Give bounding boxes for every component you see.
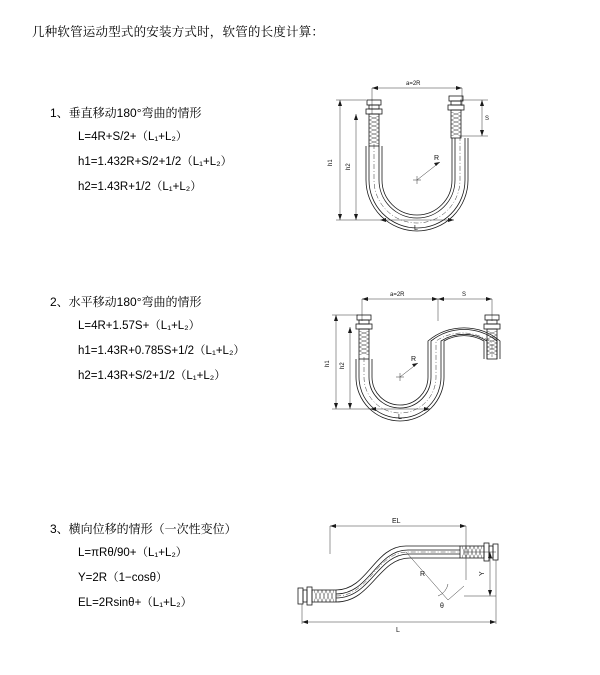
- dim-label-h2: h2: [340, 362, 346, 369]
- diagram-lateral-offset: [288, 504, 528, 644]
- dim-label-s: S: [462, 292, 467, 298]
- formula: h2=1.43R+S/2+1/2（L₁+L₂）: [78, 370, 226, 382]
- formula: L=πRθ/90+（L₁+L₂）: [78, 547, 188, 559]
- dim-label-l: L: [398, 414, 402, 421]
- formula: L=4R+1.57S+（L₁+L₂）: [78, 320, 201, 332]
- diagram-lateral-offset-svg: [288, 504, 528, 644]
- dim-label-l: L: [414, 225, 418, 232]
- dim-label-r: R: [434, 155, 440, 162]
- section-1-title: 1、垂直移动180°弯曲的情形: [50, 106, 202, 120]
- dim-label-l: L: [396, 627, 400, 634]
- formula: L=4R+S/2+（L₁+L₂）: [78, 131, 188, 143]
- dim-label-h1: h1: [328, 159, 334, 166]
- formula: h2=1.43R+1/2（L₁+L₂）: [78, 181, 202, 193]
- dim-label-top: a=2R: [406, 81, 421, 87]
- dim-label-theta: θ: [440, 603, 444, 610]
- section-3-formulas: [78, 544, 192, 619]
- dim-label-h2: h2: [346, 163, 352, 170]
- dim-label-r: R: [420, 571, 426, 578]
- diagram-horizontal-180: [310, 281, 530, 461]
- formula: h1=1.432R+S/2+1/2（L₁+L₂）: [78, 156, 233, 168]
- section-1-formulas: [78, 128, 232, 203]
- section-2-formulas: [78, 317, 245, 392]
- diagram-vertical-180: [310, 70, 530, 270]
- formula: EL=2Rsinθ+（L₁+L₂）: [78, 597, 193, 609]
- section-3-title: 3、横向位移的情形（一次性变位）: [50, 522, 237, 536]
- dim-label-el: EL: [392, 518, 401, 525]
- formula: Y=2R（1−cosθ）: [78, 572, 168, 584]
- dim-label-y: Y: [479, 571, 486, 576]
- dim-label-h1: h1: [325, 360, 331, 367]
- page-title: 几种软管运动型式的安装方式时，软管的长度计算：: [32, 25, 325, 39]
- diagram-vertical-180-svg: [310, 70, 530, 270]
- formula: h1=1.43R+0.785S+1/2（L₁+L₂）: [78, 345, 245, 357]
- section-2-title: 2、水平移动180°弯曲的情形: [50, 295, 202, 309]
- dim-label-r: R: [411, 356, 417, 363]
- dim-label-s: S: [485, 116, 490, 122]
- dim-label-top: a=2R: [390, 292, 405, 298]
- diagram-horizontal-180-svg: [310, 281, 530, 461]
